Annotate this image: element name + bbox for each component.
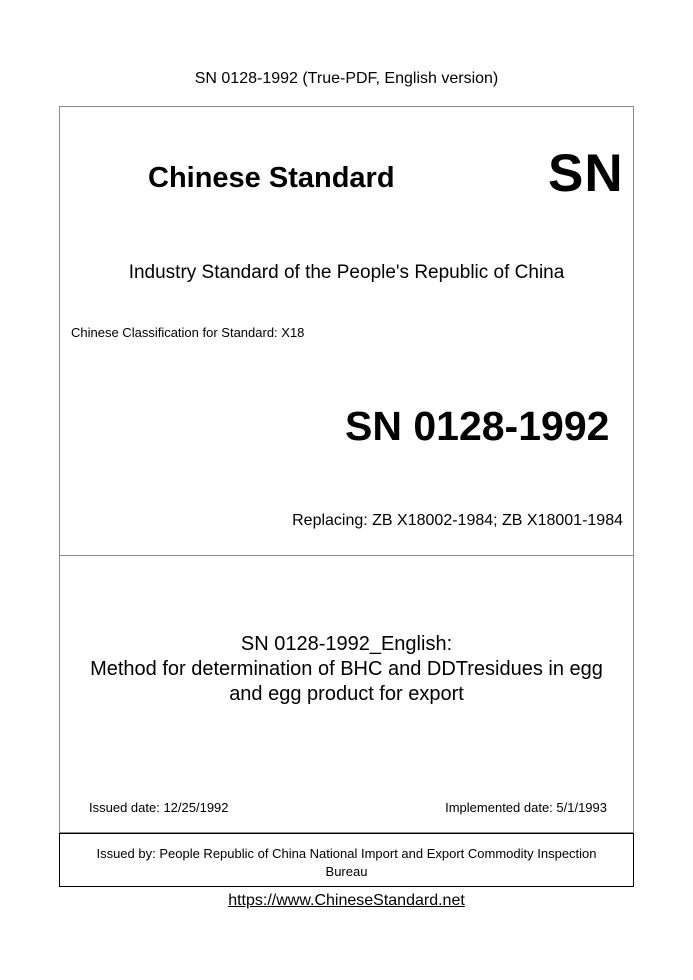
standard-number: SN 0128-1992 [345,403,610,449]
classification-label: Chinese Classification for Standard: X18 [71,325,305,340]
sn-logo: SN [548,144,624,203]
website-link[interactable]: https://www.ChineseStandard.net [228,892,465,909]
document-header: SN 0128-1992 (True-PDF, English version) [194,70,499,87]
issued-by [60,845,633,881]
implemented-date: Implemented date: 5/1/1993 [445,800,607,815]
issued-by-line: Bureau [325,864,368,879]
issued-date: Issued date: 12/25/1992 [89,800,229,815]
standard-title-line: Method for determination of BHC and DDTresidues in egg [90,658,603,680]
cover-subtitle: Industry Standard of the People's Republic of China [128,262,565,283]
standard-title-line: and egg product for export [229,683,464,705]
replacing-note: Replacing: ZB X18002-1984; ZB X18001-1984 [292,512,623,529]
cover-title: Chinese Standard [148,162,395,194]
standard-title [59,632,634,707]
issued-by-line: Issued by: People Republic of China National Import and Export Commodity Inspection [96,846,597,861]
standard-title-line: SN 0128-1992_English: [240,633,453,655]
